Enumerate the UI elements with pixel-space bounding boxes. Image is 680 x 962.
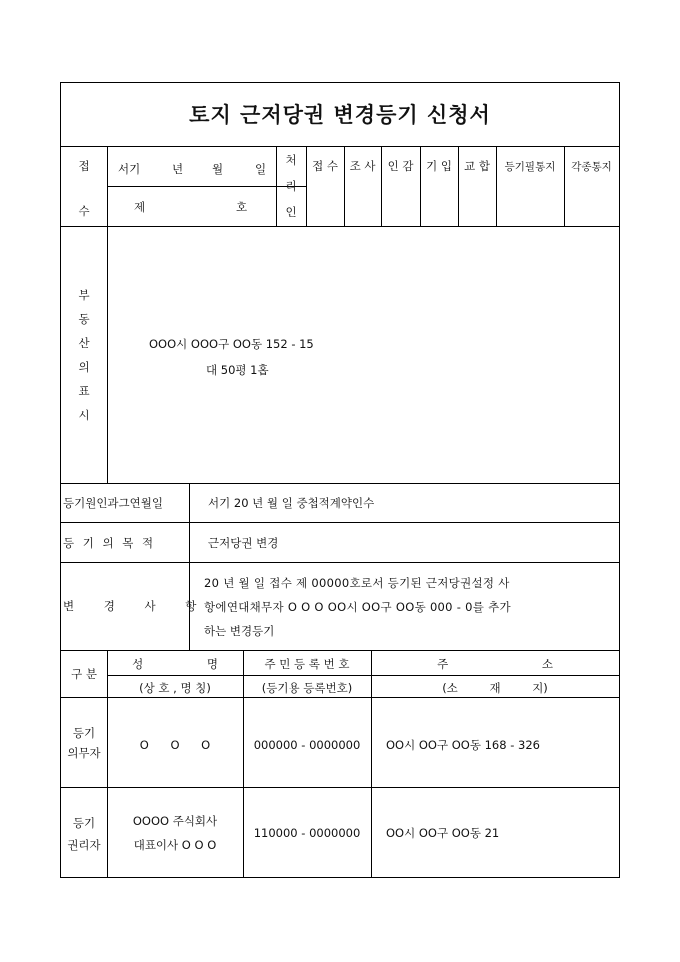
form-title: 토지 근저당권 변경등기 신청서 [189,102,491,127]
rights-holder-id: 110000 - 0000000 [253,826,361,840]
divider [107,226,108,483]
rights-holder-label: 등기 [72,816,96,830]
obligor-id: 000000 - 0000000 [253,738,361,752]
divider [564,146,565,226]
processor-char: 인 [285,205,297,219]
rights-holder-label: 권리자 [67,838,101,852]
obligor-label: 등기 [72,726,96,740]
divider [344,146,345,226]
date-era: 서기 [118,162,141,176]
divider [61,697,619,698]
rights-holder-address: OO시 OO구 OO동 21 [386,826,500,840]
divider [61,146,619,147]
obligor-label: 의무자 [67,746,101,760]
divider [61,483,619,484]
application-form [60,82,620,878]
id-header: 주 민 등 록 번 호 [264,657,350,671]
divider [458,146,459,226]
divider [61,562,619,563]
obligor-address: OO시 OO구 OO동 168 - 326 [386,738,540,752]
address-header: 주 소 [437,657,553,671]
divider [107,146,108,226]
cause-label: 등기원인과그연월일 [63,496,163,510]
processor-char: 리 [285,179,297,193]
rights-holder-company: OOOO 주식회사 [132,814,218,828]
divider [381,146,382,226]
date-year-label: 년 [172,162,184,176]
divider [61,650,619,651]
purpose-value: 근저당권 변경 [208,536,279,550]
category-header: 구 분 [71,667,97,681]
divider [61,522,619,523]
cause-value: 서기 20 년 월 일 중첩적계약인수 [208,496,375,510]
property-address: OOO시 OOO구 OO동 152 - 15 [149,337,314,351]
divider [61,787,619,788]
divider [496,146,497,226]
property-area: 대 50평 1홉 [206,363,269,377]
reception-label-top: 접 [78,159,90,173]
divider [189,483,190,650]
changes-line: 하는 변경등기 [204,624,275,638]
divider [306,146,307,226]
column-header: 접 수 [312,159,338,173]
obligor-name: O O O [139,738,211,752]
processor-char: 처 [285,153,297,167]
id-subheader: (등기용 등록번호) [261,681,353,695]
number-prefix: 제 [134,200,146,214]
changes-line: 항에연대채무자 O O O OO시 OO구 OO동 000 - 0를 추가 [204,600,511,614]
column-header: 기 입 [426,159,452,173]
divider [107,675,619,676]
column-header: 각종통지 [571,161,612,173]
rights-holder-representative: 대표이사 O O O [133,838,217,852]
name-subheader: (상 호 , 명 칭) [139,681,211,695]
date-day-label: 일 [255,162,267,176]
purpose-label: 등 기 의 목 적 [63,536,154,550]
changes-label: 변 경 사 항 [63,599,197,613]
name-header: 성 명 [132,657,218,671]
reception-label-bottom: 수 [78,204,90,218]
divider [420,146,421,226]
address-subheader: (소 재 지) [442,681,548,695]
column-header: 조 사 [349,159,376,173]
divider [61,226,619,227]
column-header: 교 합 [464,159,490,173]
column-header: 등기필통지 [504,161,556,173]
changes-line: 20 년 월 일 접수 제 00000호로서 등기된 근저당권설정 사 [204,576,510,590]
number-suffix: 호 [236,200,248,214]
column-header: 인 감 [387,159,414,173]
property-label: 부 동 산 의 표 시 [78,288,90,422]
date-month-label: 월 [212,162,224,176]
